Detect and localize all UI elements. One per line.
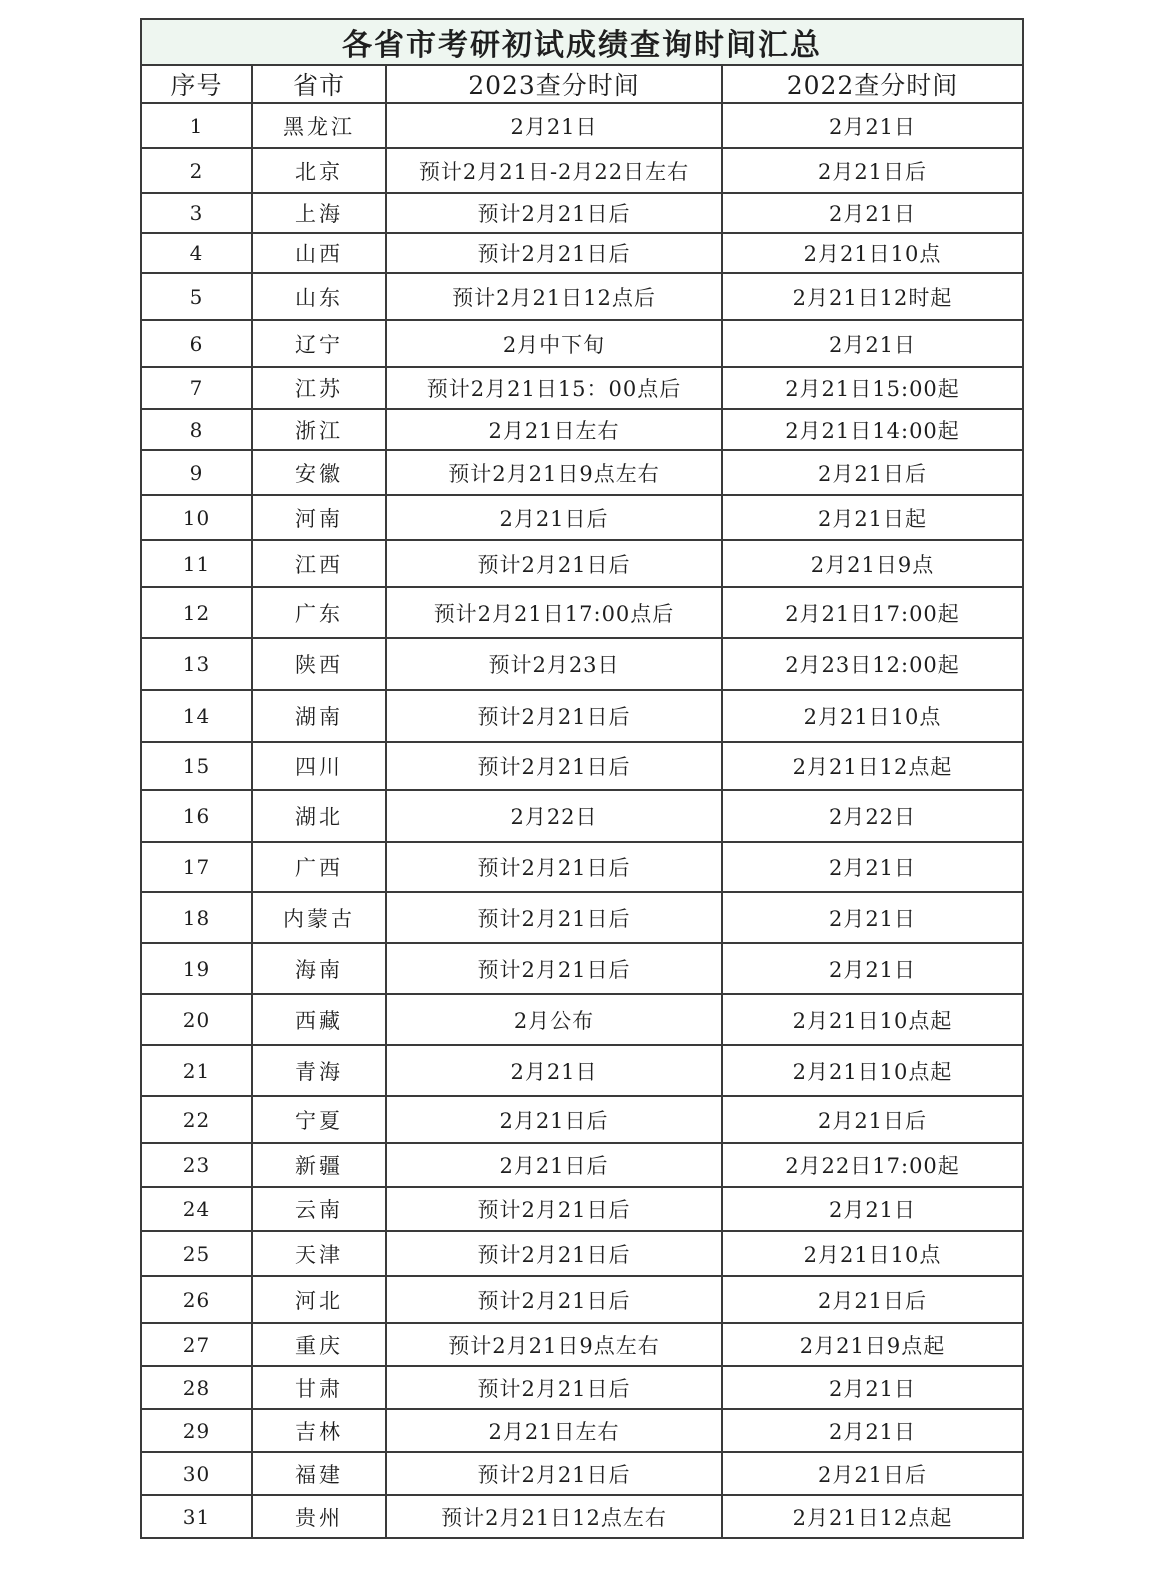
query-time-2023-cell: 2月公布 [386,994,722,1045]
table-row [141,690,1023,742]
query-time-2023-cell: 预计2月21日后 [386,1366,722,1409]
row-number-cell: 1 [141,103,252,148]
table-row [141,638,1023,690]
table-row [141,742,1023,790]
row-number-cell: 13 [141,638,252,690]
query-time-2022-cell: 2月21日 [722,1187,1023,1231]
province-cell: 新疆 [252,1143,386,1187]
query-time-2023-cell: 预计2月21日后 [386,842,722,892]
query-time-2023-cell: 预计2月21日后 [386,540,722,587]
query-time-2022-cell: 2月21日10点起 [722,994,1023,1045]
query-time-2022-cell: 2月22日 [722,790,1023,842]
province-cell: 宁夏 [252,1096,386,1143]
row-number-cell: 20 [141,994,252,1045]
query-time-2022-cell: 2月21日起 [722,495,1023,540]
query-time-2023-cell: 预计2月21日-2月22日左右 [386,148,722,193]
table-row [141,540,1023,587]
query-time-2023-cell: 预计2月21日12点后 [386,273,722,320]
row-number-cell: 29 [141,1409,252,1452]
query-time-2022-cell: 2月21日 [722,103,1023,148]
province-cell: 湖北 [252,790,386,842]
row-number-cell: 14 [141,690,252,742]
table-row [141,943,1023,994]
province-cell: 陕西 [252,638,386,690]
query-time-2023-cell: 预计2月21日9点左右 [386,450,722,495]
row-number-cell: 31 [141,1495,252,1538]
province-cell: 四川 [252,742,386,790]
table-body [141,103,1023,1538]
row-number-cell: 15 [141,742,252,790]
query-time-2023-cell: 2月21日后 [386,1143,722,1187]
row-number-cell: 21 [141,1045,252,1096]
query-time-2022-cell: 2月21日 [722,320,1023,367]
table-row [141,233,1023,273]
query-time-2023-cell: 预计2月21日后 [386,742,722,790]
query-time-2023-cell: 2月22日 [386,790,722,842]
row-number-cell: 23 [141,1143,252,1187]
query-time-2022-cell: 2月23日12:00起 [722,638,1023,690]
table-row [141,273,1023,320]
table-row [141,1409,1023,1452]
province-cell: 天津 [252,1231,386,1276]
query-time-2022-cell: 2月21日后 [722,1452,1023,1495]
column-header-province: 省市 [252,65,386,103]
query-time-2023-cell: 预计2月21日12点左右 [386,1495,722,1538]
table-row [141,1096,1023,1143]
province-cell: 吉林 [252,1409,386,1452]
province-cell: 山东 [252,273,386,320]
province-cell: 重庆 [252,1323,386,1366]
query-time-2022-cell: 2月21日 [722,1366,1023,1409]
query-time-2023-cell: 2月21日 [386,103,722,148]
query-time-2022-cell: 2月22日17:00起 [722,1143,1023,1187]
query-time-2023-cell: 预计2月23日 [386,638,722,690]
row-number-cell: 18 [141,892,252,943]
column-header-2022: 2022查分时间 [722,65,1023,103]
province-cell: 贵州 [252,1495,386,1538]
score-query-table-sheet [140,18,1022,1539]
query-time-2022-cell: 2月21日15:00起 [722,367,1023,409]
row-number-cell: 12 [141,587,252,638]
query-time-2022-cell: 2月21日后 [722,148,1023,193]
row-number-cell: 6 [141,320,252,367]
table-row [141,103,1023,148]
table-row [141,1187,1023,1231]
row-number-cell: 27 [141,1323,252,1366]
province-cell: 广东 [252,587,386,638]
province-cell: 上海 [252,193,386,233]
row-number-cell: 5 [141,273,252,320]
province-cell: 西藏 [252,994,386,1045]
query-time-2022-cell: 2月21日12点起 [722,742,1023,790]
table-row [141,450,1023,495]
province-cell: 江苏 [252,367,386,409]
query-time-2023-cell: 2月21日 [386,1045,722,1096]
query-time-2022-cell: 2月21日10点 [722,233,1023,273]
table-row [141,1323,1023,1366]
row-number-cell: 3 [141,193,252,233]
query-time-2023-cell: 预计2月21日17:00点后 [386,587,722,638]
province-cell: 青海 [252,1045,386,1096]
row-number-cell: 9 [141,450,252,495]
query-time-2022-cell: 2月21日9点 [722,540,1023,587]
score-query-table [140,18,1024,1539]
province-cell: 内蒙古 [252,892,386,943]
query-time-2022-cell: 2月21日10点 [722,1231,1023,1276]
query-time-2022-cell: 2月21日后 [722,450,1023,495]
table-row [141,994,1023,1045]
query-time-2023-cell: 2月中下旬 [386,320,722,367]
query-time-2022-cell: 2月21日12点起 [722,1495,1023,1538]
province-cell: 河南 [252,495,386,540]
query-time-2023-cell: 预计2月21日后 [386,1276,722,1323]
query-time-2023-cell: 预计2月21日后 [386,233,722,273]
column-header-2023: 2023查分时间 [386,65,722,103]
table-row [141,1452,1023,1495]
query-time-2022-cell: 2月21日后 [722,1096,1023,1143]
query-time-2022-cell: 2月21日 [722,892,1023,943]
row-number-cell: 24 [141,1187,252,1231]
query-time-2023-cell: 预计2月21日后 [386,1231,722,1276]
province-cell: 湖南 [252,690,386,742]
column-header-row [141,65,1023,103]
province-cell: 江西 [252,540,386,587]
row-number-cell: 10 [141,495,252,540]
query-time-2023-cell: 预计2月21日后 [386,1452,722,1495]
province-cell: 浙江 [252,409,386,450]
province-cell: 河北 [252,1276,386,1323]
table-row [141,495,1023,540]
province-cell: 海南 [252,943,386,994]
query-time-2022-cell: 2月21日 [722,1409,1023,1452]
province-cell: 山西 [252,233,386,273]
query-time-2022-cell: 2月21日10点 [722,690,1023,742]
table-row [141,587,1023,638]
table-row [141,1495,1023,1538]
table-row [141,892,1023,943]
query-time-2023-cell: 2月21日后 [386,495,722,540]
table-row [141,790,1023,842]
query-time-2022-cell: 2月21日10点起 [722,1045,1023,1096]
province-cell: 黑龙江 [252,103,386,148]
table-row [141,409,1023,450]
row-number-cell: 17 [141,842,252,892]
row-number-cell: 2 [141,148,252,193]
row-number-cell: 22 [141,1096,252,1143]
table-row [141,193,1023,233]
query-time-2023-cell: 2月21日后 [386,1096,722,1143]
province-cell: 甘肃 [252,1366,386,1409]
table-title: 各省市考研初试成绩查询时间汇总 [141,19,1023,65]
row-number-cell: 30 [141,1452,252,1495]
query-time-2023-cell: 2月21日左右 [386,1409,722,1452]
table-row [141,1143,1023,1187]
query-time-2022-cell: 2月21日后 [722,1276,1023,1323]
row-number-cell: 19 [141,943,252,994]
row-number-cell: 8 [141,409,252,450]
query-time-2022-cell: 2月21日 [722,943,1023,994]
query-time-2022-cell: 2月21日 [722,842,1023,892]
query-time-2023-cell: 2月21日左右 [386,409,722,450]
query-time-2023-cell: 预计2月21日15：00点后 [386,367,722,409]
row-number-cell: 16 [141,790,252,842]
province-cell: 安徽 [252,450,386,495]
row-number-cell: 11 [141,540,252,587]
query-time-2023-cell: 预计2月21日后 [386,943,722,994]
row-number-cell: 7 [141,367,252,409]
row-number-cell: 25 [141,1231,252,1276]
table-row [141,842,1023,892]
table-row [141,1276,1023,1323]
query-time-2022-cell: 2月21日17:00起 [722,587,1023,638]
query-time-2023-cell: 预计2月21日后 [386,690,722,742]
query-time-2023-cell: 预计2月21日后 [386,1187,722,1231]
query-time-2023-cell: 预计2月21日9点左右 [386,1323,722,1366]
query-time-2022-cell: 2月21日9点起 [722,1323,1023,1366]
table-row [141,148,1023,193]
province-cell: 云南 [252,1187,386,1231]
province-cell: 辽宁 [252,320,386,367]
table-row [141,1366,1023,1409]
query-time-2023-cell: 预计2月21日后 [386,193,722,233]
province-cell: 北京 [252,148,386,193]
query-time-2022-cell: 2月21日 [722,193,1023,233]
row-number-cell: 26 [141,1276,252,1323]
row-number-cell: 28 [141,1366,252,1409]
table-row [141,320,1023,367]
query-time-2023-cell: 预计2月21日后 [386,892,722,943]
table-row [141,367,1023,409]
query-time-2022-cell: 2月21日14:00起 [722,409,1023,450]
row-number-cell: 4 [141,233,252,273]
column-header-no: 序号 [141,65,252,103]
province-cell: 广西 [252,842,386,892]
province-cell: 福建 [252,1452,386,1495]
query-time-2022-cell: 2月21日12时起 [722,273,1023,320]
table-row [141,1045,1023,1096]
table-row [141,1231,1023,1276]
